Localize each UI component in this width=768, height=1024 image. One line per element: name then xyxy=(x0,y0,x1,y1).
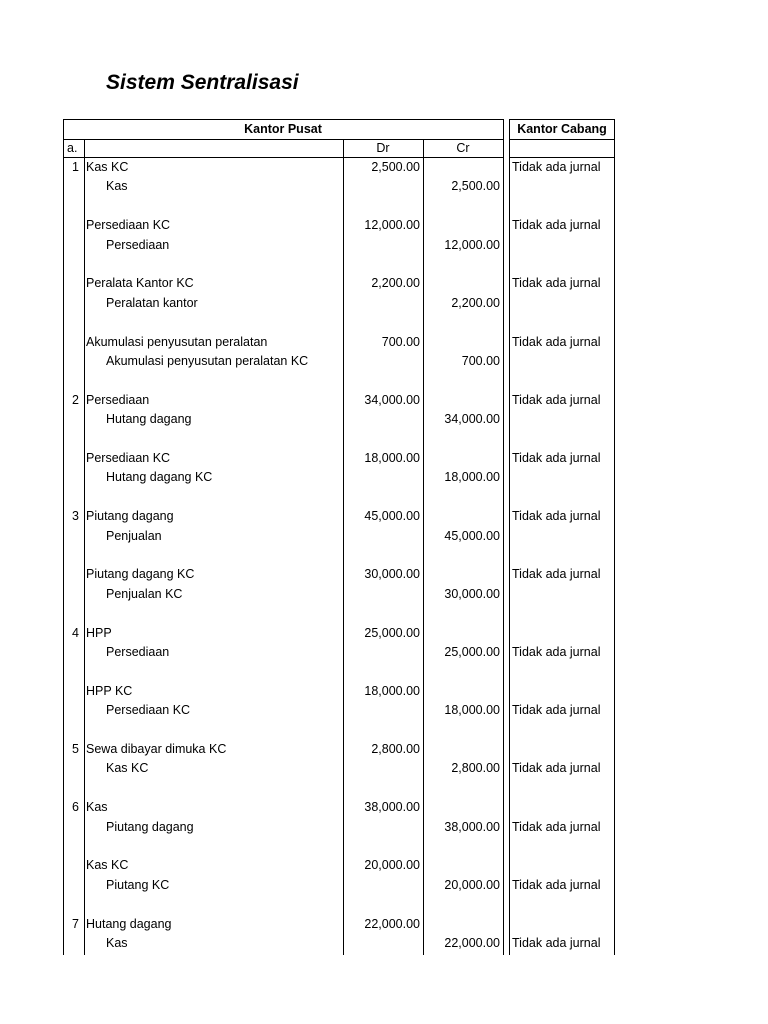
header-cr: Cr xyxy=(456,141,470,155)
kantor-cabang-note: Tidak ada jurnal xyxy=(512,819,601,834)
grid-vline-cabang-left xyxy=(509,119,510,955)
entry-number: 1 xyxy=(72,160,79,174)
debit-amount: 20,000.00 xyxy=(364,858,420,873)
credit-amount: 2,200.00 xyxy=(451,295,500,310)
grid-vline-cabang-right xyxy=(614,119,615,955)
debit-account: Kas xyxy=(86,800,108,815)
credit-account: Piutang dagang xyxy=(106,819,194,834)
debit-account: Peralata Kantor KC xyxy=(86,276,194,291)
kantor-cabang-note: Tidak ada jurnal xyxy=(512,218,601,233)
credit-account: Kas xyxy=(106,936,128,950)
credit-account: Hutang dagang KC xyxy=(106,470,213,485)
kantor-cabang-note: Tidak ada jurnal xyxy=(512,392,601,407)
debit-account: Persediaan KC xyxy=(86,218,171,233)
debit-account: HPP xyxy=(86,625,112,640)
grid-vline-index xyxy=(84,139,85,955)
debit-amount: 30,000.00 xyxy=(364,567,420,582)
entry-number: 4 xyxy=(72,625,79,640)
debit-amount: 18,000.00 xyxy=(364,683,420,698)
debit-amount: 34,000.00 xyxy=(364,392,420,407)
header-dr: Dr xyxy=(376,141,390,155)
debit-amount: 2,800.00 xyxy=(371,742,420,756)
grid-hline-subheader-pusat xyxy=(63,157,504,158)
credit-amount: 25,000.00 xyxy=(444,645,500,659)
grid-hline-subheader-cabang xyxy=(509,157,615,158)
kantor-cabang-note: Tidak ada jurnal xyxy=(512,160,601,174)
debit-amount: 12,000.00 xyxy=(364,218,420,233)
credit-account: Peralatan kantor xyxy=(106,295,198,310)
header-kantor-cabang: Kantor Cabang xyxy=(517,122,607,136)
debit-account: Kas KC xyxy=(86,160,129,174)
credit-account: Persediaan xyxy=(106,237,170,252)
debit-amount: 38,000.00 xyxy=(364,800,420,815)
debit-account: Kas KC xyxy=(86,858,129,873)
header-index-label: a. xyxy=(67,141,78,155)
kantor-cabang-note: Tidak ada jurnal xyxy=(512,567,601,582)
entry-number: 3 xyxy=(72,509,79,524)
credit-amount: 18,000.00 xyxy=(444,470,500,485)
credit-amount: 30,000.00 xyxy=(444,586,500,601)
entry-number: 7 xyxy=(72,916,79,931)
debit-account: Hutang dagang xyxy=(86,916,172,931)
credit-account: Penjualan KC xyxy=(106,586,183,601)
grid-hline-top-cabang xyxy=(509,119,615,120)
debit-account: Piutang dagang xyxy=(86,509,174,524)
grid-hline-header-pusat xyxy=(63,139,504,140)
kantor-cabang-note: Tidak ada jurnal xyxy=(512,877,601,892)
entry-number: 2 xyxy=(72,392,79,407)
credit-account: Kas KC xyxy=(106,761,149,776)
grid-vline-pusat-right xyxy=(503,119,504,955)
credit-amount: 34,000.00 xyxy=(444,412,500,427)
debit-amount: 22,000.00 xyxy=(364,916,420,931)
debit-account: Piutang dagang KC xyxy=(86,567,195,582)
credit-account: Persediaan KC xyxy=(106,703,191,718)
credit-account: Piutang KC xyxy=(106,877,170,892)
debit-account: Persediaan KC xyxy=(86,451,171,465)
credit-amount: 38,000.00 xyxy=(444,819,500,834)
kantor-cabang-note: Tidak ada jurnal xyxy=(512,645,601,659)
grid-vline-left xyxy=(63,119,64,955)
credit-amount: 45,000.00 xyxy=(444,528,500,543)
debit-account: HPP KC xyxy=(86,683,133,698)
debit-account: Sewa dibayar dimuka KC xyxy=(86,742,227,756)
entry-number: 5 xyxy=(72,742,79,756)
header-kantor-pusat: Kantor Pusat xyxy=(244,122,322,136)
credit-amount: 20,000.00 xyxy=(444,877,500,892)
credit-amount: 2,800.00 xyxy=(451,761,500,776)
credit-account: Akumulasi penyusutan peralatan KC xyxy=(106,354,309,368)
credit-amount: 18,000.00 xyxy=(444,703,500,718)
credit-amount: 2,500.00 xyxy=(451,179,500,194)
kantor-cabang-note: Tidak ada jurnal xyxy=(512,761,601,776)
kantor-cabang-note: Tidak ada jurnal xyxy=(512,334,601,349)
debit-account: Akumulasi penyusutan peralatan xyxy=(86,334,268,349)
page-title: Sistem Sentralisasi xyxy=(106,71,299,94)
credit-account: Penjualan xyxy=(106,528,162,543)
debit-amount: 2,500.00 xyxy=(371,160,420,174)
kantor-cabang-note: Tidak ada jurnal xyxy=(512,451,601,465)
credit-amount: 22,000.00 xyxy=(444,936,500,950)
grid-hline-top-pusat xyxy=(63,119,504,120)
kantor-cabang-note: Tidak ada jurnal xyxy=(512,936,601,950)
credit-account: Kas xyxy=(106,179,128,194)
debit-amount: 25,000.00 xyxy=(364,625,420,640)
debit-amount: 18,000.00 xyxy=(364,451,420,465)
credit-account: Persediaan xyxy=(106,645,170,659)
kantor-cabang-note: Tidak ada jurnal xyxy=(512,509,601,524)
kantor-cabang-note: Tidak ada jurnal xyxy=(512,703,601,718)
debit-account: Persediaan xyxy=(86,392,150,407)
credit-amount: 12,000.00 xyxy=(444,237,500,252)
grid-hline-header-cabang xyxy=(509,139,615,140)
credit-amount: 700.00 xyxy=(461,354,500,368)
debit-amount: 2,200.00 xyxy=(371,276,420,291)
kantor-cabang-note: Tidak ada jurnal xyxy=(512,276,601,291)
debit-amount: 700.00 xyxy=(381,334,420,349)
debit-amount: 45,000.00 xyxy=(364,509,420,524)
credit-account: Hutang dagang xyxy=(106,412,192,427)
grid-vline-dr xyxy=(343,139,344,955)
entry-number: 6 xyxy=(72,800,79,815)
